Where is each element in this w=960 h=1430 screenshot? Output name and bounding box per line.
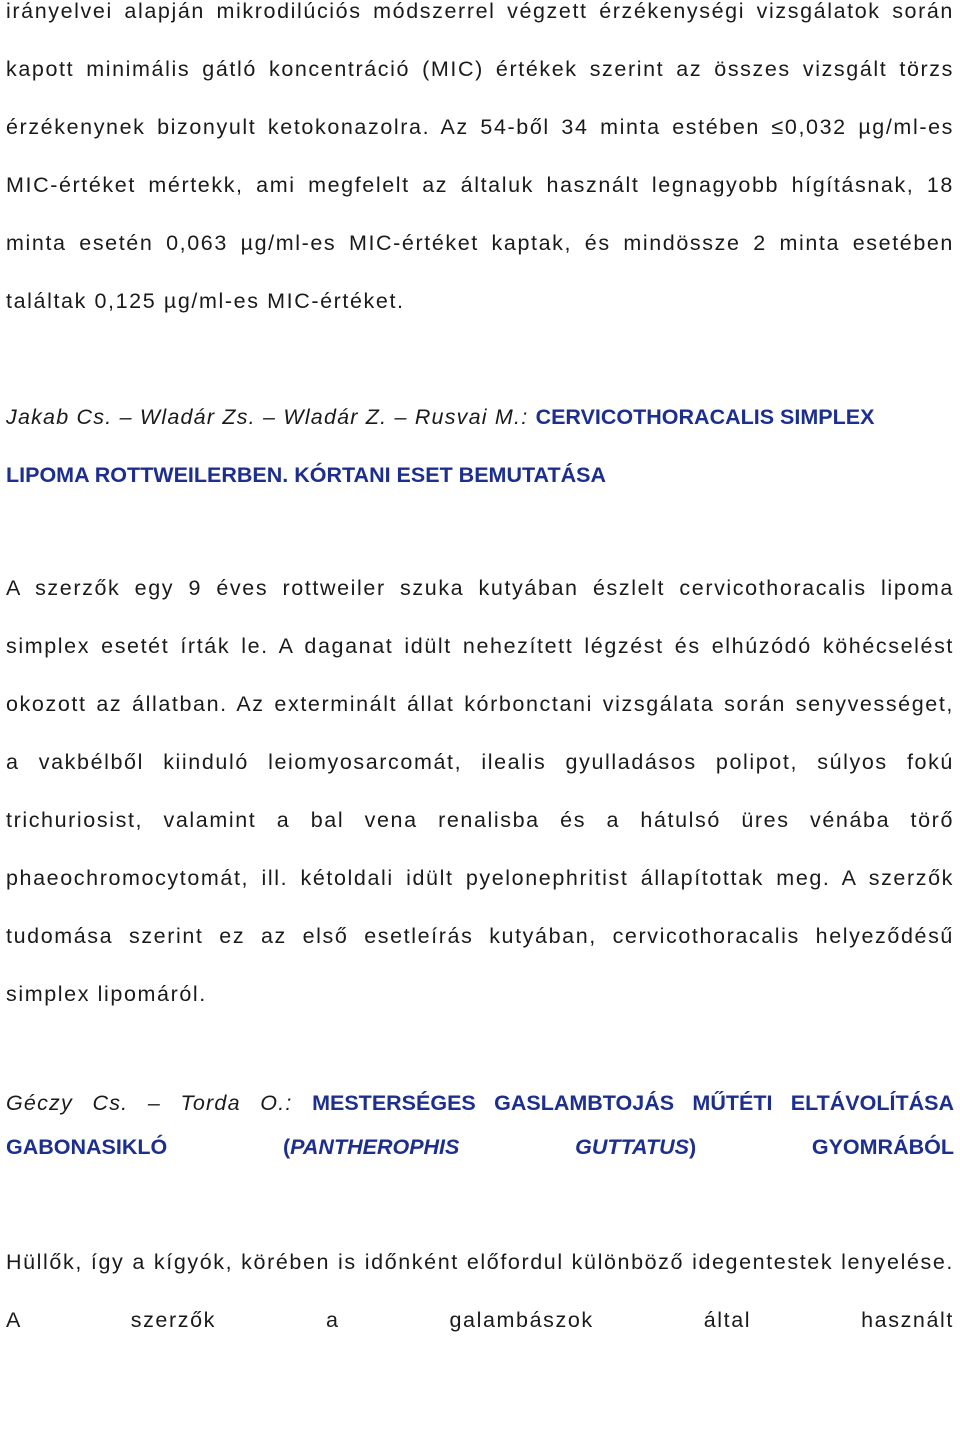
- document-page: [6, 0, 954, 1349]
- article-title: CERVICOTHORACALIS SIMPLEX LIPOMA ROTTWEILERBEN. KÓRTANI ESET BEMUTATÁSA: [6, 405, 875, 487]
- article-abstract-gaslamb: Hüllők, így a kígyók, körében is időnként előfordul különböző idegentestek lenyelése. A szerzők a galambászok által használt: [6, 1250, 954, 1332]
- title-part: ) GYOMRÁBÓL: [688, 1135, 954, 1159]
- title-part: MESTERSÉGES GASLAMBTOJÁS MŰTÉTI ELTÁVOLÍTÁSA GABONASIKLÓ (: [6, 1091, 955, 1159]
- species-name: PANTHEROPHIS GUTTATUS: [290, 1135, 689, 1159]
- article-authors: Jakab Cs. – Wladár Zs. – Wladár Z. – Rusvai M.:: [6, 405, 529, 429]
- article-authors: Géczy Cs. – Torda O.:: [6, 1091, 293, 1115]
- article-abstract-lipoma: A szerzők egy 9 éves rottweiler szuka kutyában észlelt cervicothoracalis lipoma simplex esetét írták le. A daganat idült nehezített légzést és elhúzódó köhécselést okozott az állatban. Az exterminált állat kórbonctani vizsgálata során senyvességet, a vakbélből kiinduló leiomyosarcomát, ilealis gyulladásos polipot, súlyos fokú trichuriosist, valamint a bal vena renalisba és a hátulsó üres vénába törő phaeochromocytomát, ill. kétoldali idült pyelonephritist állapítottak meg. A szerzők tudomása szerint ez az első esetleírás kutyában, cervicothoracalis helyeződésű simplex lipomáról.: [6, 576, 954, 1006]
- paragraph-mic-results: irányelvei alapján mikrodilúciós módszerrel végzett érzékenységi vizsgálatok során kapott minimális gátló koncentráció (MIC) értékek szerint az összes vizsgált törzs érzékenynek bizonyult ketokonazolra. Az 54-ből 34 minta estében ≤0,032 µg/ml-es MIC-értéket mértekk, ami megfelelt az általuk használt legnagyobb hígításnak, 18 minta esetén 0,063 µg/ml-es MIC-értéket kaptak, és mindössze 2 minta esetében találtak 0,125 µg/ml-es MIC-értéket.: [6, 0, 954, 313]
- article-heading-lipoma: [6, 388, 954, 504]
- article-heading-gaslamb: [6, 1081, 954, 1169]
